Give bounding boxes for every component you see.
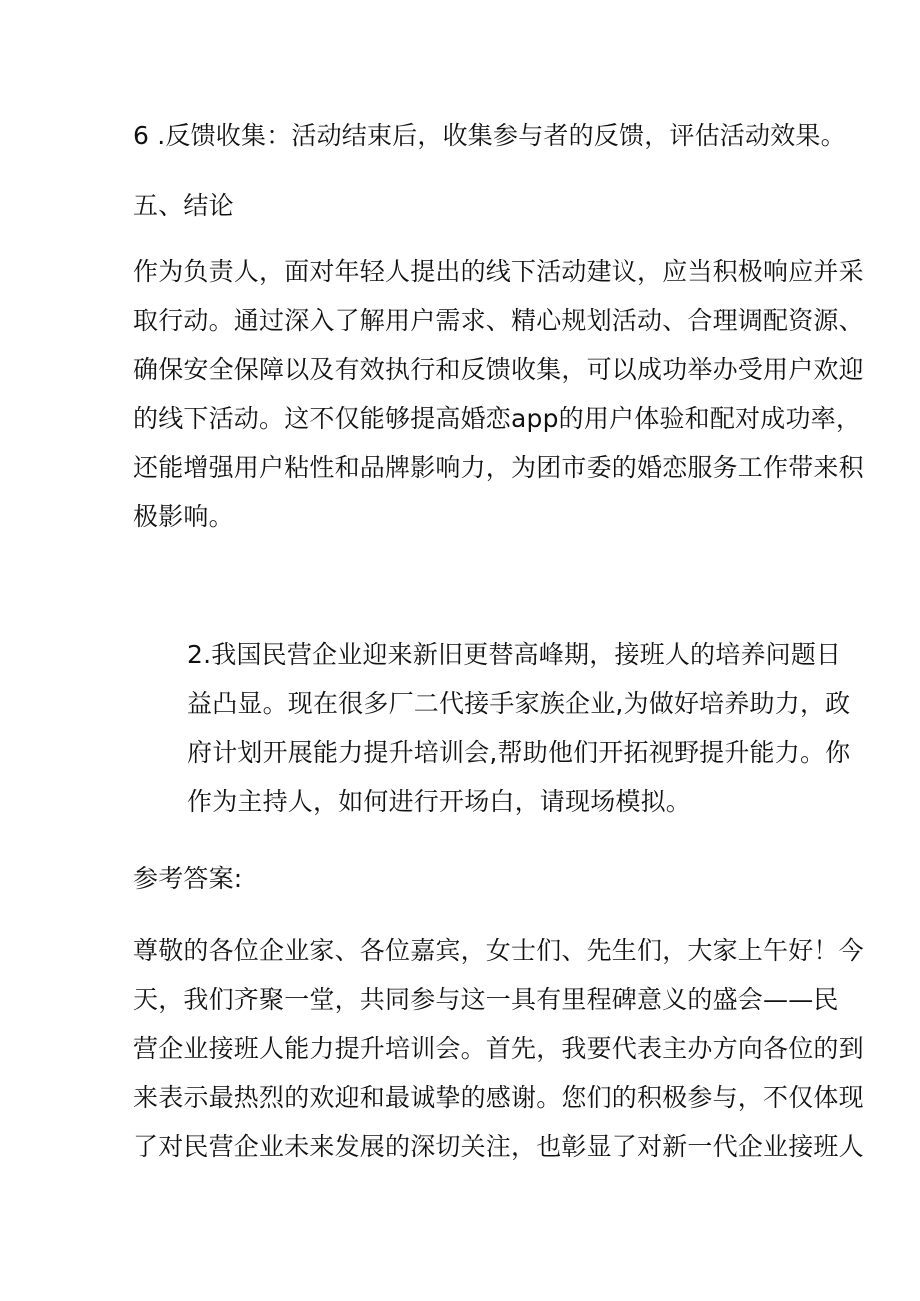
conclusion-line-4: 的线下活动。这不仅能够提高婚恋app的用户体验和配对成功率， xyxy=(133,404,862,433)
conclusion-line-1: 作为负责人，面对年轻人提出的线下活动建议，应当积极响应并采 xyxy=(133,257,864,286)
conclusion-line-6: 极影响。 xyxy=(133,502,234,531)
answer-line-3: 营企业接班人能力提升培训会。首先，我要代表主办方向各位的到 xyxy=(133,1034,864,1063)
answer-line-1: 尊敬的各位企业家、各位嘉宾，女士们、先生们，大家上午好！今 xyxy=(133,936,864,965)
answer-line-4: 来表示最热烈的欢迎和最诚挚的感谢。您们的积极参与，不仅体现 xyxy=(133,1083,864,1112)
question-2-line-3: 府计划开展能力提升培训会,帮助他们开拓视野提升能力。你 xyxy=(187,738,851,767)
item-6-feedback: 6 .反馈收集：活动结束后，收集参与者的反馈，评估活动效果。 xyxy=(133,121,846,150)
question-2-line-1: 2.我国民营企业迎来新旧更替高峰期，接班人的培养问题日 xyxy=(187,640,842,669)
answer-line-5: 了对民营企业未来发展的深切关注，也彰显了对新一代企业接班人 xyxy=(133,1132,864,1161)
question-2-line-2: 益凸显。现在很多厂二代接手家族企业,为做好培养助力，政 xyxy=(187,689,851,718)
conclusion-line-3: 确保安全保障以及有效执行和反馈收集，可以成功举办受用户欢迎 xyxy=(133,355,864,384)
conclusion-line-5: 还能增强用户粘性和品牌影响力，为团市委的婚恋服务工作带来积 xyxy=(133,453,864,482)
conclusion-line-2: 取行动。通过深入了解用户需求、精心规划活动、合理调配资源、 xyxy=(133,306,864,335)
section-5-heading: 五、结论 xyxy=(133,191,234,220)
answer-line-2: 天，我们齐聚一堂，共同参与这一具有里程碑意义的盛会——民 xyxy=(133,985,839,1014)
question-2-line-4: 作为主持人，如何进行开场白，请现场模拟。 xyxy=(187,787,692,816)
reference-answer-label: 参考答案: xyxy=(133,864,243,893)
